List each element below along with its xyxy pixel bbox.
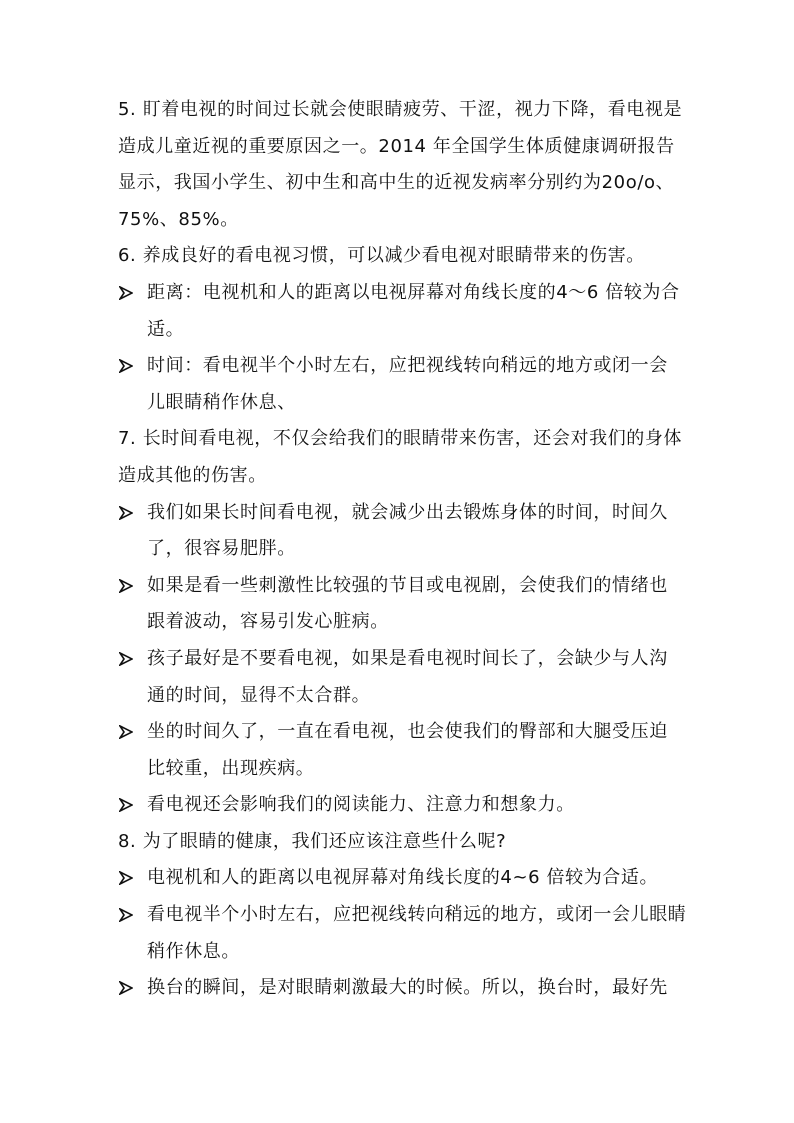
paragraph-line: 7. 长时间看电视，不仅会给我们的眼睛带来伤害，还会对我们的身体 <box>118 428 683 450</box>
list-item <box>118 897 687 934</box>
list-item-text: 我们如果长时间看电视，就会减少出去锻炼身体的时间，时间久 <box>147 501 668 523</box>
list-item-text: 孩子最好是不要看电视，如果是看电视时间长了，会缺少与人沟 <box>147 647 668 669</box>
list-item <box>118 860 678 897</box>
arrow-bullet-icon <box>119 495 135 532</box>
list-item-text: 看电视还会影响我们的阅读能力、注意力和想象力。 <box>147 794 575 816</box>
arrow-bullet-icon <box>119 275 135 312</box>
arrow-bullet-icon <box>119 568 135 605</box>
paragraph-line: 造成其他的伤害。 <box>118 464 267 486</box>
list-item <box>118 970 678 1007</box>
paragraph-line: 5. 盯着电视的时间过长就会使眼睛疲劳、干涩，视力下降，看电视是 <box>118 99 683 120</box>
paragraph-line: 8. 为了眼睛的健康，我们还应该注意些什么呢? <box>118 830 507 852</box>
paragraph-line: 显示，我国小学生、初中生和高中生的近视发病率分别约为20o/o、 <box>118 172 675 194</box>
list-item-text: 电视机和人的距离以电视屏幕对角线长度的4~6 倍较为合适。 <box>147 867 659 889</box>
list-item-continuation: 儿眼睛稍作休息、 <box>147 391 296 413</box>
paragraph-line: 75%、85%。 <box>118 208 239 230</box>
arrow-bullet-icon <box>119 714 135 751</box>
list-item <box>118 275 678 312</box>
paragraph-line: 造成儿童近视的重要原因之一。2014 年全国学生体质健康调研报告 <box>118 135 675 157</box>
list-item <box>118 714 678 751</box>
arrow-bullet-icon <box>119 970 135 1007</box>
list-item-continuation: 了，很容易肥胖。 <box>147 538 296 560</box>
list-item-continuation: 跟着波动，容易引发心脏病。 <box>147 611 389 633</box>
list-item-continuation: 适。 <box>147 318 185 340</box>
list-item <box>118 348 678 385</box>
list-item <box>118 787 678 824</box>
arrow-bullet-icon <box>119 897 135 934</box>
arrow-bullet-icon <box>119 787 135 824</box>
list-item-text: 看电视半个小时左右，应把视线转向稍远的地方，或闭一会儿眼睛 <box>147 904 687 926</box>
arrow-bullet-icon <box>119 641 135 678</box>
list-item-text: 如果是看一些刺激性比较强的节目或电视剧，会使我们的情绪也 <box>147 574 668 596</box>
list-item-text: 坐的时间久了，一直在看电视，也会使我们的臀部和大腿受压迫 <box>147 721 668 743</box>
list-item-continuation: 稍作休息。 <box>147 940 240 962</box>
list-item <box>118 495 678 532</box>
list-item <box>118 568 678 605</box>
arrow-bullet-icon <box>119 348 135 385</box>
list-item-text: 时间：看电视半个小时左右，应把视线转向稍远的地方或闭一会 <box>147 355 668 377</box>
document-body <box>118 92 687 1007</box>
list-item <box>118 641 678 678</box>
paragraph-line: 6. 养成良好的看电视习惯，可以减少看电视对眼睛带来的伤害。 <box>118 245 645 267</box>
arrow-bullet-icon <box>119 860 135 897</box>
list-item-continuation: 通的时间，显得不太合群。 <box>147 684 371 706</box>
list-item-continuation: 比较重，出现疾病。 <box>147 757 315 779</box>
list-item-text: 换台的瞬间，是对眼睛刺激最大的时候。所以，换台时，最好先 <box>147 977 668 999</box>
list-item-text: 距离：电视机和人的距离以电视屏幕对角线长度的4～6 倍较为合 <box>147 281 680 303</box>
